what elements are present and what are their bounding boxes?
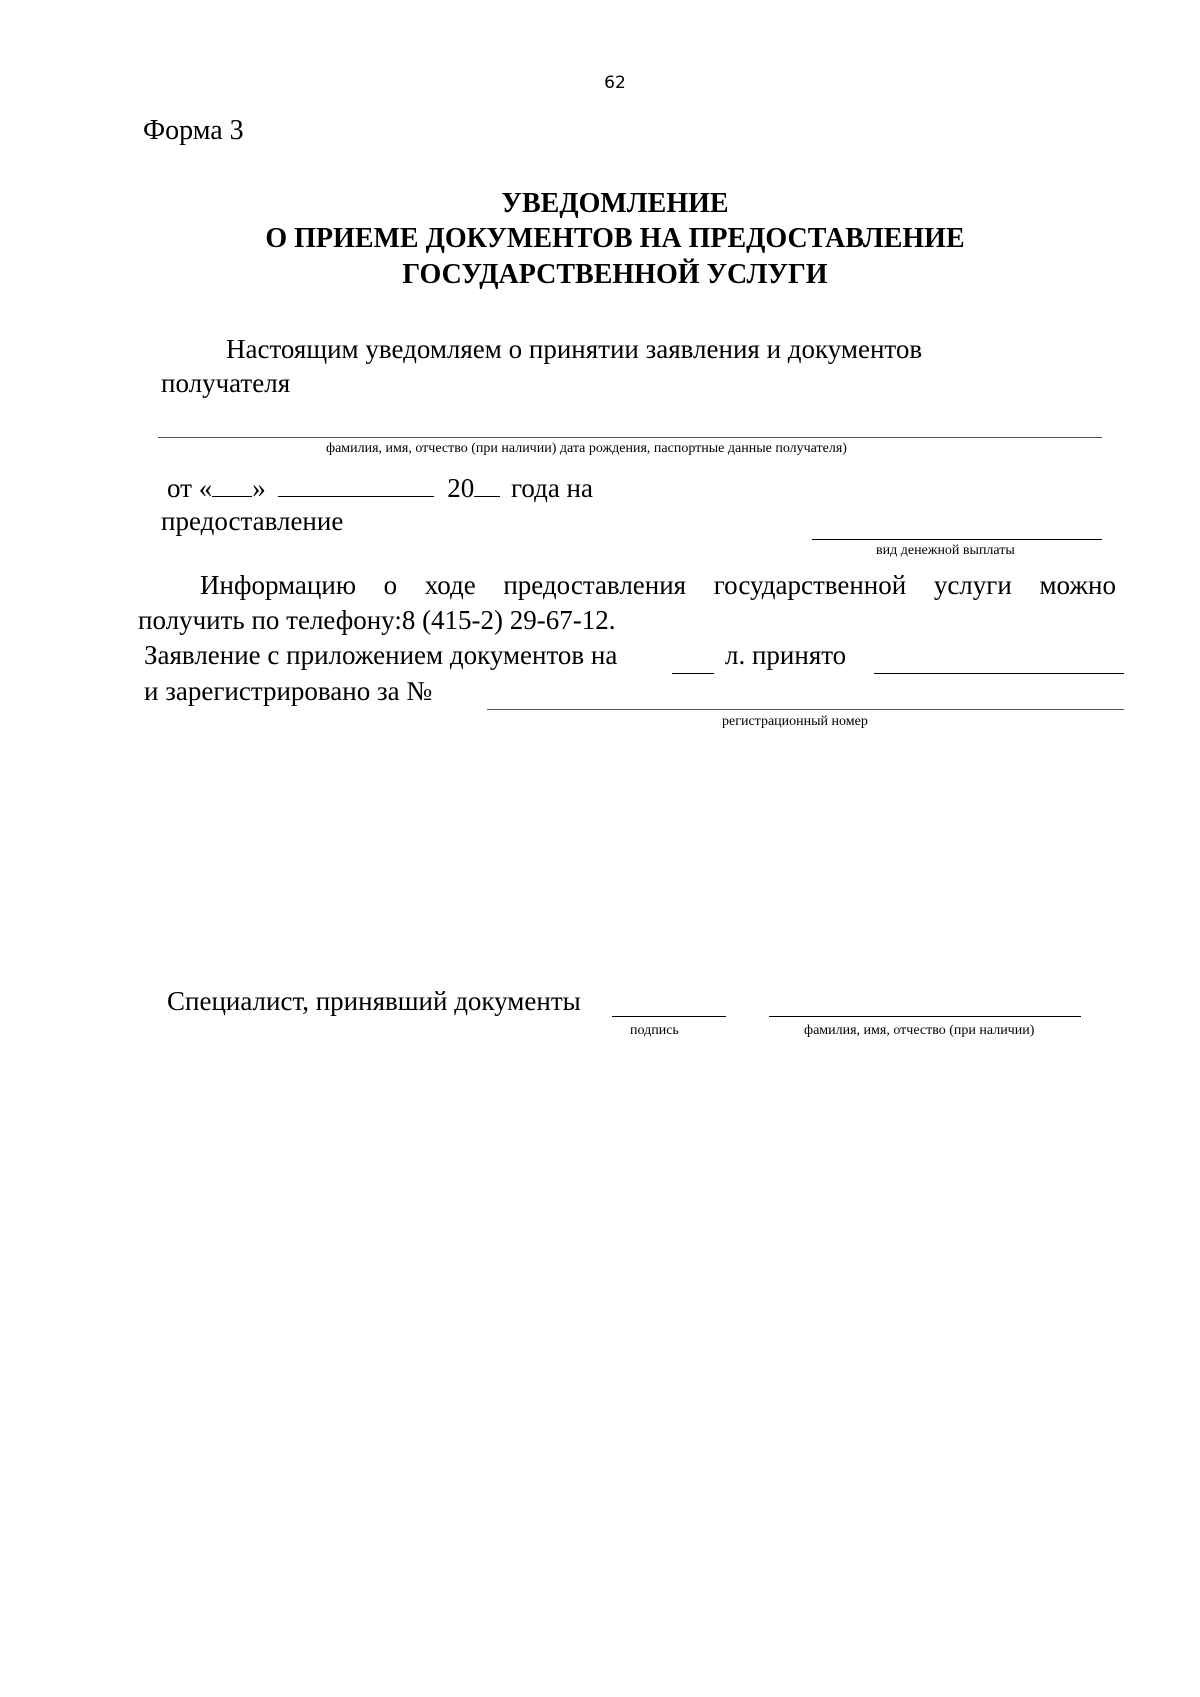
date-close-quote: »	[252, 473, 266, 503]
specialist-label: Специалист, принявший документы	[167, 986, 581, 1016]
intro-line-1: Настоящим уведомляем о принятии заявления и документов	[226, 334, 923, 364]
page-number: 62	[604, 73, 626, 93]
info-word: предоставления	[503, 570, 687, 600]
recipient-field-line[interactable]	[158, 437, 1102, 438]
info-word: ходе	[424, 570, 476, 600]
pages-count-blank[interactable]	[672, 673, 714, 674]
day-blank[interactable]	[212, 472, 252, 497]
intro-line-2: получателя	[161, 368, 291, 398]
document-title-line-1: УВЕДОМЛЕНИЕ	[501, 188, 729, 219]
signature-field-line[interactable]	[612, 1016, 726, 1017]
payment-caption: вид денежной выплаты	[876, 543, 1015, 558]
accepted-by-blank[interactable]	[874, 673, 1124, 674]
registration-caption: регистрационный номер	[722, 714, 868, 729]
recipient-caption: фамилия, имя, отчество (при наличии) дата рождения, паспортные данные получателя)	[326, 441, 847, 456]
info-line-2: получить по телефону:8 (415-2) 29-67-12.	[138, 605, 616, 635]
info-line-1	[200, 570, 1116, 601]
accepted-prefix: Заявление с приложением документов на	[144, 640, 618, 670]
year-blank[interactable]	[474, 472, 500, 497]
info-word: Информацию	[200, 570, 356, 600]
provision-label: предоставление	[161, 506, 344, 536]
specialist-name-caption: фамилия, имя, отчество (при наличии)	[804, 1023, 1035, 1038]
document-title-line-2: О ПРИЕМЕ ДОКУМЕНТОВ НА ПРЕДОСТАВЛЕНИЕ	[265, 223, 965, 254]
registered-label: и зарегистрировано за №	[144, 676, 433, 706]
document-title-line-3: ГОСУДАРСТВЕННОЙ УСЛУГИ	[402, 259, 828, 290]
signature-caption: подпись	[630, 1023, 679, 1038]
date-suffix: года на	[510, 473, 593, 503]
date-line	[167, 472, 593, 504]
form-label: Форма 3	[143, 115, 244, 146]
info-word: можно	[1039, 570, 1116, 600]
payment-type-field-line[interactable]	[812, 539, 1102, 540]
registration-number-field-line[interactable]	[487, 709, 1124, 710]
info-word: о	[383, 570, 398, 600]
date-prefix: от «	[167, 473, 213, 503]
info-word: государственной	[713, 570, 907, 600]
accepted-middle: л. принято	[725, 640, 847, 670]
year-prefix: 20	[447, 473, 475, 503]
specialist-name-field-line[interactable]	[769, 1016, 1081, 1017]
info-word: услуги	[933, 570, 1012, 600]
month-blank[interactable]	[278, 472, 434, 497]
